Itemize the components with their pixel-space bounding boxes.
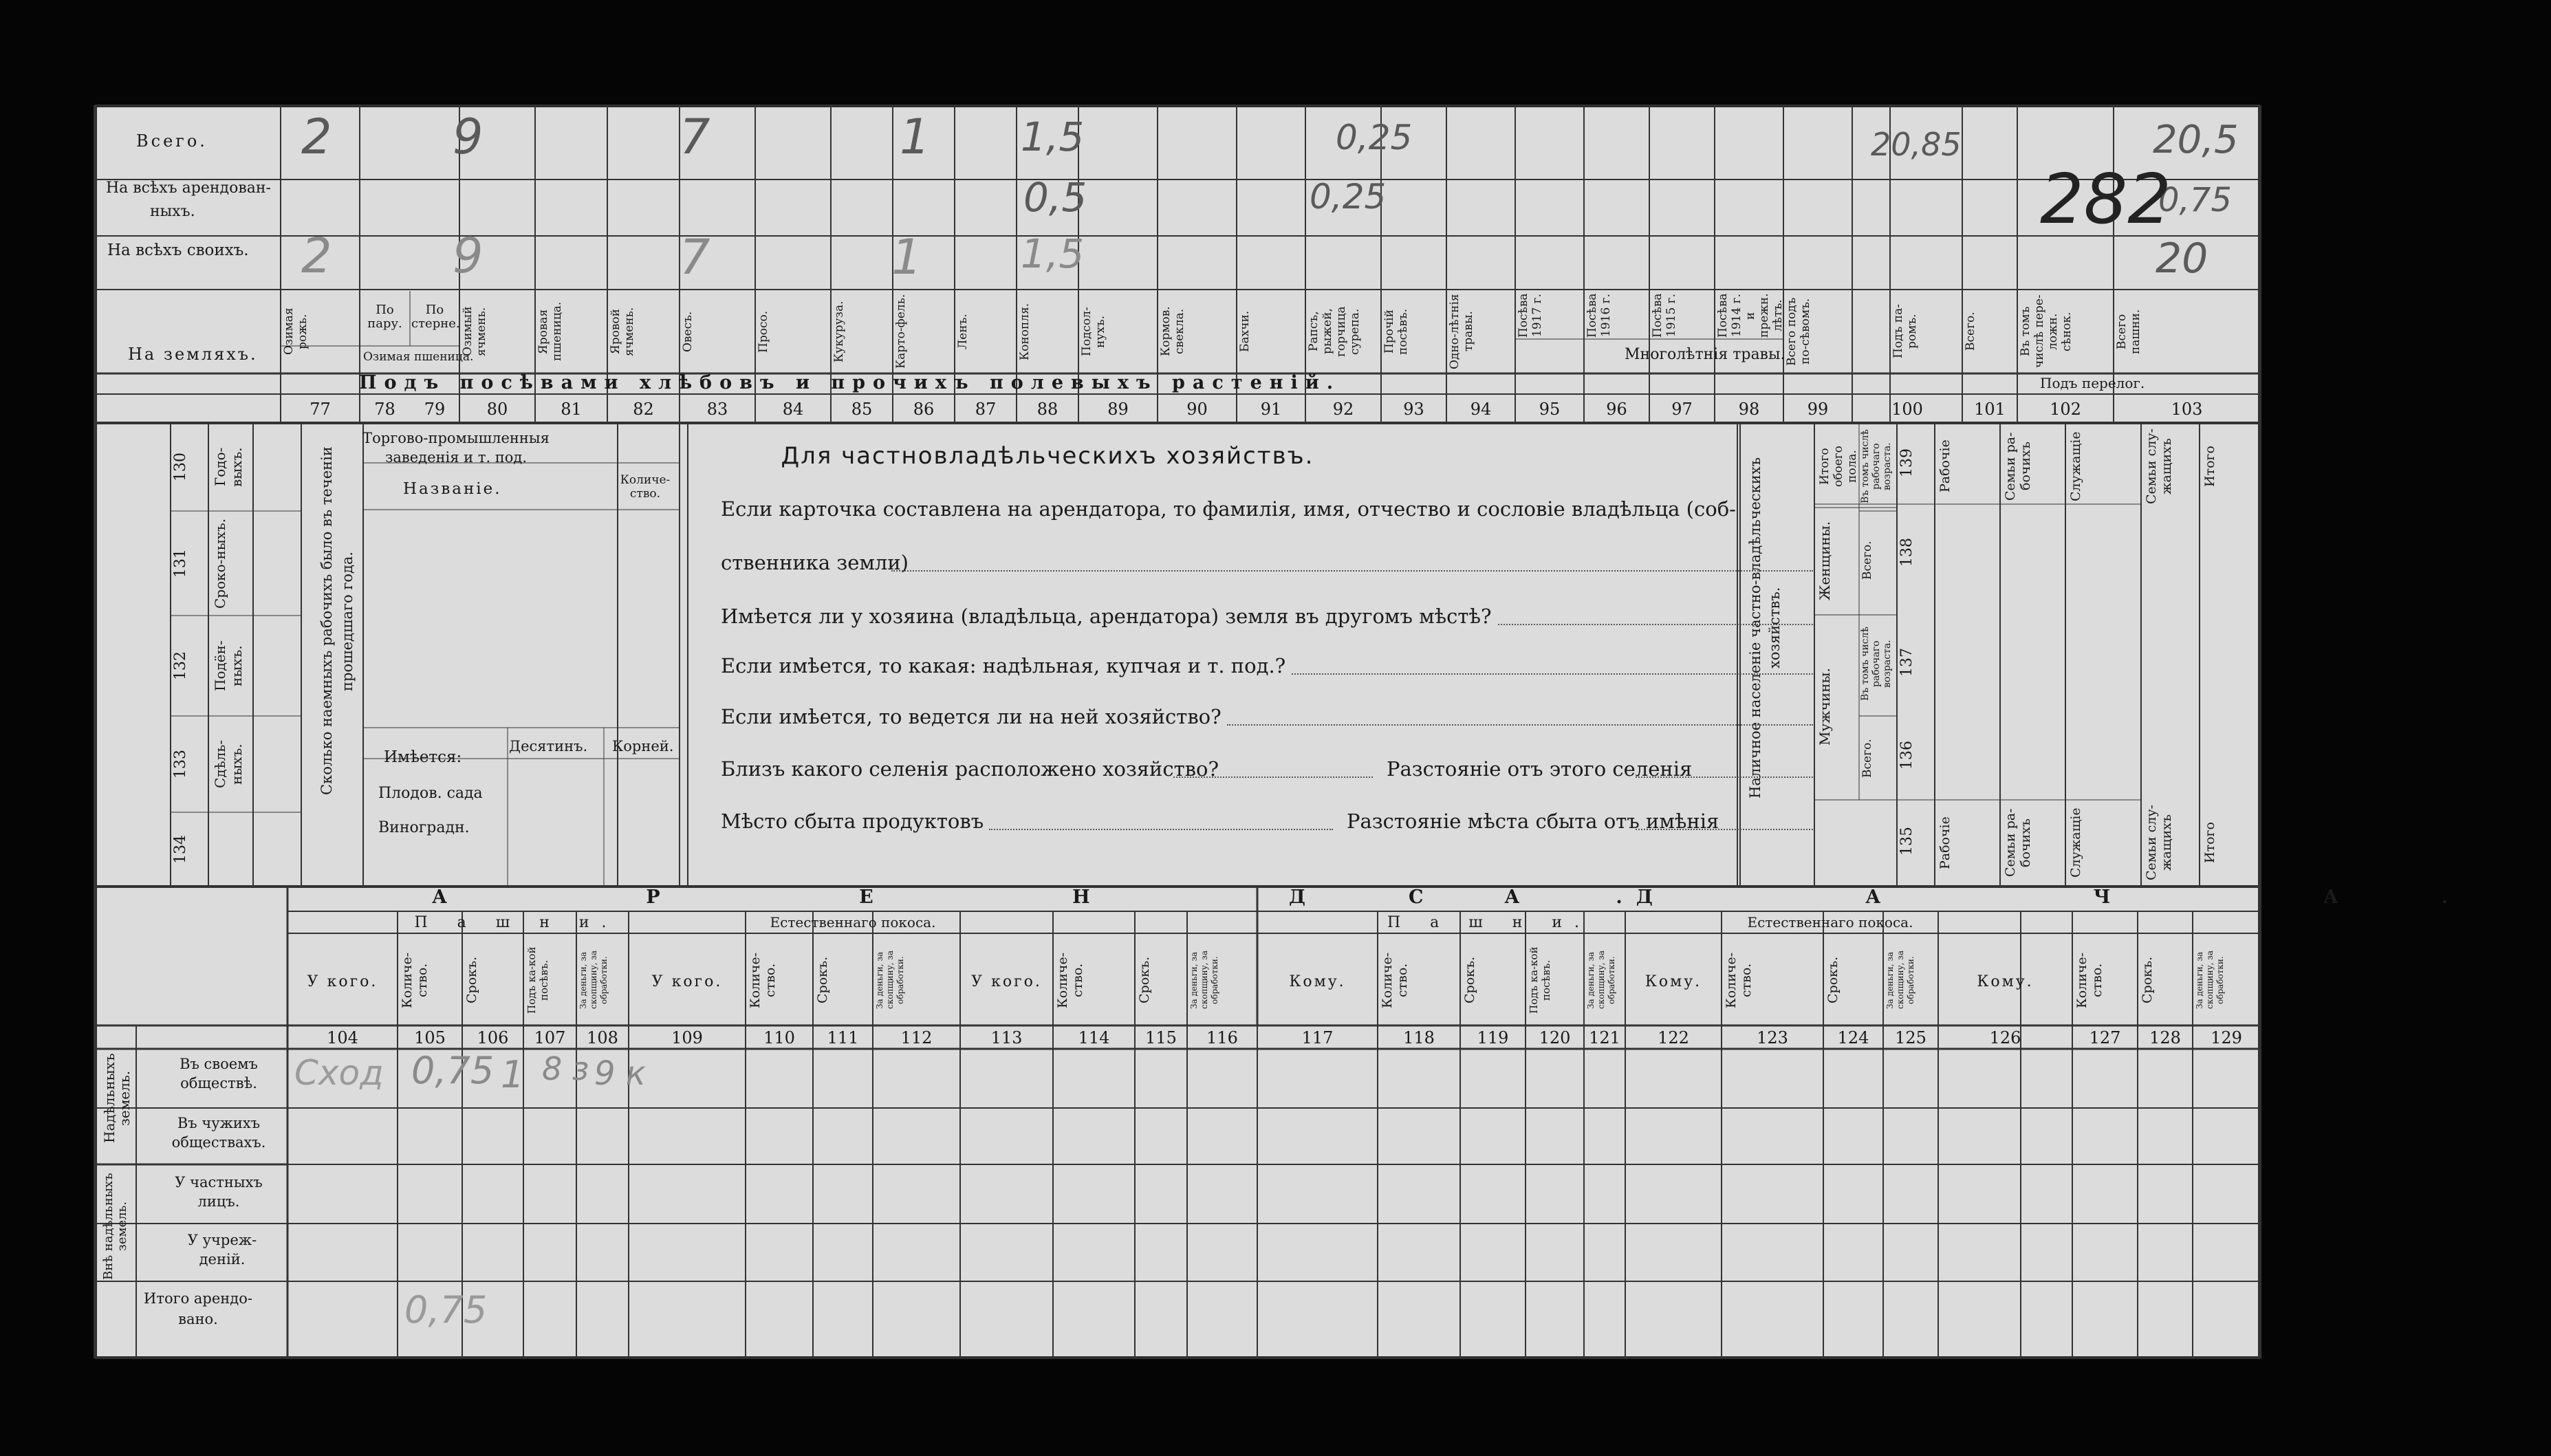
hired-number-5: 134 <box>172 835 189 864</box>
arenda-head-18: Кому. <box>1644 973 1702 990</box>
crop-header-25: Въ томъ числѣ пере-ложн. сѣнок. <box>2019 294 2074 369</box>
answer-line-owner[interactable] <box>891 570 1813 572</box>
hand-r3-yarov: 7 <box>680 229 710 285</box>
sad-label: Плодов. сада <box>378 785 483 802</box>
crop-header-8: Кукуруза. <box>832 301 846 362</box>
hand-r3-par: 9 <box>453 228 484 284</box>
crop-header-17: Одно-лѣтнія травы. <box>1448 294 1475 369</box>
column-number: 97 <box>1671 400 1693 419</box>
arenda-col-number: 110 <box>763 1028 795 1047</box>
arenda-head-16: Подъ ка-кой посѣвъ. <box>1528 946 1552 1014</box>
mnogoletnie-label: Многолѣтнія травы. <box>1625 346 1785 363</box>
arenda-col-number: 127 <box>2089 1028 2121 1047</box>
arenda-col-number: 126 <box>1989 1028 2021 1047</box>
row-group-nadel: Надѣльныхъ земель. <box>101 1053 133 1144</box>
arenda-col-number: 116 <box>1206 1028 1238 1047</box>
column-number: 78 <box>374 400 395 419</box>
arenda-head-1: Количе-ство. <box>400 952 430 1008</box>
hand-r1-vsego: 20,85 <box>1871 126 1962 163</box>
arenda-col-number: 105 <box>414 1028 446 1047</box>
pop-col-top-2: Служащіе <box>2068 431 2083 501</box>
column-number: 86 <box>913 400 935 419</box>
crop-header-22: Всего подъ по-сѣвомъ. <box>1785 297 1812 366</box>
arenda-head-6: Количе-ство. <box>748 952 778 1008</box>
enterprise-qty-col: Количе-ство. <box>620 473 671 501</box>
arenda-head-21: За деньги, за скопщину, за обработки. <box>1885 950 1915 1010</box>
question-owner: Если карточка составлена на арендатора, то фамилія, имя, отчество и сословіе владѣльца (соб- <box>721 497 1736 521</box>
hand-arenda-kolvo: 0,75 <box>411 1049 495 1092</box>
arenda-head-2: Срокъ. <box>464 956 479 1004</box>
crop-header-20: Посѣва 1915 г. <box>1651 293 1678 338</box>
hired-workers-title: Сколько наемныхъ рабочихъ было въ теченіи прошедшаго года. <box>318 446 356 796</box>
column-number: 87 <box>975 400 997 419</box>
crop-header-5: Яровой ячмень. <box>609 307 636 356</box>
row-label-arend-2: ныхъ. <box>150 203 195 220</box>
sdacha-pashni: П а ш н и. <box>1387 914 1592 931</box>
pop-rabochego-2: Въ томъ числѣ рабочаго возраста. <box>1860 627 1893 702</box>
crop-header-10: Ленъ. <box>956 314 970 349</box>
desyatin-col: Десятинъ. <box>509 738 588 754</box>
question-market-distance: Разстояніе мѣста сбыта отъ имѣнія <box>1347 810 1719 833</box>
crop-header-26: Всего пашни. <box>2115 309 2142 354</box>
private-block-title: Для частновладѣльческихъ хозяйствъ. <box>781 442 1314 470</box>
column-number: 96 <box>1606 400 1627 419</box>
question-village: Близъ какого селенія расположено хозяйство? <box>721 757 1219 781</box>
sdacha-pokos: Естественнаго покоса. <box>1747 914 1913 931</box>
arenda-col-number: 112 <box>900 1028 933 1047</box>
pop-number-1: 138 <box>1898 538 1915 567</box>
arenda-col-number: 129 <box>2211 1028 2242 1047</box>
crop-header-1: По пару. <box>367 303 402 331</box>
crop-header-6: Овесъ. <box>681 311 695 352</box>
hired-label-3: Подён-ныхъ. <box>212 640 245 691</box>
enterprise-name-col: Названіе. <box>403 480 502 498</box>
pop-col-top-1: Семьи ра-бочихъ <box>2003 432 2033 501</box>
arenda-head-11: Срокъ. <box>1137 956 1152 1004</box>
arenda-col-number: 115 <box>1145 1028 1177 1047</box>
row-chastnyh: У частныхъ лицъ. <box>175 1174 263 1210</box>
column-number: 99 <box>1807 400 1829 419</box>
arenda-head-17: За деньги, за скопщину, за обработки. <box>1586 950 1616 1010</box>
column-number: 80 <box>486 400 508 419</box>
hand-r3-ozim: 2 <box>301 228 332 284</box>
arenda-col-number: 113 <box>990 1028 1023 1047</box>
row-itogo: Итого арендо-вано. <box>144 1290 252 1327</box>
pop-col-bot-4: Итого <box>2202 822 2217 864</box>
pod-perelog-label: Подъ перелог. <box>2040 375 2145 391</box>
hand-r1-ozim: 2 <box>301 109 332 165</box>
arenda-head-8: За деньги, за скопщину, за обработки. <box>875 950 905 1010</box>
column-number: 77 <box>310 400 331 419</box>
question-land-type: Если имѣется, то какая: надѣльная, купчая и т. под.? <box>721 654 1286 677</box>
pop-number-0: 139 <box>1898 448 1915 477</box>
column-number: 89 <box>1107 400 1129 419</box>
arenda-col-number: 106 <box>477 1028 509 1047</box>
arenda-head-20: Срокъ. <box>1825 956 1841 1004</box>
hired-label-1: Годо-выхъ. <box>212 447 245 487</box>
crop-header-7: Просо. <box>757 310 770 353</box>
row-svoem: Въ своемъ обществѣ. <box>180 1056 258 1091</box>
vinograd-label: Виноградн. <box>378 819 470 836</box>
row-chuzhih: Въ чужихъ обществахъ. <box>171 1115 266 1151</box>
row-uchrezh: У учреж-деній. <box>187 1232 257 1268</box>
population-title: Наличное населеніе частно-владѣльческихъ хозяйствъ. <box>1747 457 1783 799</box>
arenda-head-13: Кому. <box>1289 973 1346 990</box>
imeetsya-label: Имѣется: <box>384 748 462 766</box>
arenda-head-15: Срокъ. <box>1462 956 1477 1004</box>
pop-col-top-4: Итого <box>2202 446 2217 487</box>
pod-posevami-heading: Подъ посѣвами хлѣбовъ и прочихъ полевыхъ растеній. <box>359 372 1341 393</box>
column-number: 98 <box>1738 400 1760 419</box>
pop-itogo-oboego: Итого обоего пола. <box>1818 446 1859 487</box>
row-label-arend-1: На всѣхъ арендован- <box>106 180 271 197</box>
column-number: 85 <box>851 400 873 419</box>
hand-itogo-kolvo: 0,75 <box>404 1288 488 1332</box>
arenda-col-number: 118 <box>1403 1028 1435 1047</box>
arenda-col-number: 117 <box>1301 1028 1334 1047</box>
hired-number-1: 130 <box>172 453 189 481</box>
row-label-vsego: Всего. <box>136 131 208 151</box>
pop-col-bot-2: Служащіе <box>2068 807 2083 878</box>
pop-col-top-0: Рабочіе <box>1937 439 1953 493</box>
arenda-col-number: 123 <box>1757 1028 1788 1047</box>
question-other-land: Имѣется ли у хозяина (владѣльца, арендатора) земля въ другомъ мѣстѣ? <box>721 605 1492 628</box>
column-number: 103 <box>2171 400 2203 419</box>
column-number: 93 <box>1403 400 1424 419</box>
crop-header-0: Озимая рожь. <box>282 307 310 356</box>
pop-col-bot-3: Семьи слу-жащихъ <box>2144 805 2174 881</box>
column-number: 94 <box>1470 400 1492 419</box>
arenda-col-number: 121 <box>1589 1028 1620 1047</box>
answer-line-land-type[interactable] <box>1292 673 1813 675</box>
arenda-head-14: Количе-ство. <box>1380 952 1410 1008</box>
column-number: 90 <box>1186 400 1208 419</box>
column-number: 83 <box>706 400 728 419</box>
crop-header-15: Рапсъ, рыжей, горчица сурепа. <box>1307 306 1362 357</box>
hired-number-2: 131 <box>172 549 189 578</box>
hand-r3-len: 1,5 <box>1021 230 1085 277</box>
arenda-head-12: За деньги, за скопщину, за обработки. <box>1189 950 1219 1010</box>
arenda-head-9: У кого. <box>971 973 1042 990</box>
arenda-col-number: 124 <box>1837 1028 1869 1047</box>
arenda-col-number: 108 <box>587 1028 618 1047</box>
answer-line-village[interactable] <box>1173 776 1373 778</box>
crop-header-3: Озимый ячмень. <box>461 306 488 357</box>
arenda-title: А Р Е Н Д А. <box>432 887 1719 908</box>
hand-r1-bahchi: 0,25 <box>1336 118 1413 157</box>
arenda-head-0: У кого. <box>307 973 378 990</box>
arenda-col-number: 128 <box>2149 1028 2181 1047</box>
arenda-pashni: П а ш н и. <box>414 914 619 931</box>
question-distance: Разстояніе отъ этого селенія <box>1387 757 1693 781</box>
column-number: 82 <box>633 400 654 419</box>
pop-zhen-vsego: Всего. <box>1860 541 1874 580</box>
crop-header-4: Яровая пшеница. <box>536 301 564 362</box>
column-number: 88 <box>1036 400 1059 419</box>
hand-r1-pashni: 20,5 <box>2153 118 2239 162</box>
arenda-head-25: За деньги, за скопщину, за обработки. <box>2195 950 2225 1010</box>
crop-header-9: Карто-фель. <box>894 294 908 369</box>
arenda-col-number: 114 <box>1078 1028 1110 1047</box>
hired-label-2: Сроко-ныхъ. <box>212 518 228 609</box>
arenda-col-number: 109 <box>671 1028 703 1047</box>
hired-label-4: Сдѣль-ныхъ. <box>212 739 245 789</box>
crop-header-21: Посѣва 1914 г. и прежн. лѣтъ. <box>1716 293 1785 338</box>
hand-r1-yarov: 7 <box>680 109 710 165</box>
row-group-vne: Внѣ надѣльныхъ земель. <box>101 1173 129 1280</box>
arenda-head-5: У кого. <box>651 973 723 990</box>
crop-header-11: Конопля. <box>1018 303 1032 360</box>
column-number: 101 <box>1974 400 2006 419</box>
crop-header-23: Подъ па-ромъ. <box>1891 304 1919 359</box>
hand-arenda-ukogo: Сход <box>294 1053 384 1093</box>
crop-header-14: Бахчи. <box>1238 310 1252 353</box>
answer-line-market[interactable] <box>989 829 1333 830</box>
column-number: 100 <box>1891 400 1923 419</box>
row-label-na-zemlyah: На земляхъ. <box>128 345 258 364</box>
kornei-col: Корней. <box>612 738 674 754</box>
column-number: 92 <box>1332 400 1354 419</box>
pop-col-bot-0: Рабочіе <box>1937 816 1953 869</box>
pop-col-bot-1: Семьи ра-бочихъ <box>2003 808 2033 878</box>
hand-r3-pashni: 20 <box>2156 235 2208 283</box>
hand-r2-pashni: 0,75 <box>2158 181 2232 219</box>
arenda-head-24: Срокъ. <box>2140 956 2155 1004</box>
arenda-head-22: Кому. <box>1977 973 2034 990</box>
pop-col-top-3: Семьи слу-жащихъ <box>2144 428 2174 504</box>
crop-header-2: По стерне. <box>411 303 460 331</box>
hand-r1-par: 9 <box>453 109 484 165</box>
census-card <box>95 105 2551 1358</box>
sdacha-title: С Д А Ч А. <box>1409 887 2551 908</box>
arenda-head-23: Количе-ство. <box>2074 952 2105 1008</box>
crop-header-24: Всего. <box>1964 312 1977 351</box>
column-number: 79 <box>424 400 446 419</box>
pop-muzh-vsego: Всего. <box>1860 739 1874 779</box>
hand-sheet-number: 282 <box>2040 159 2171 239</box>
column-number: 95 <box>1539 400 1561 419</box>
pop-number-4: 135 <box>1898 827 1915 856</box>
ozimaya-pshenitsa-label: Озимая пшеница. <box>363 350 474 364</box>
pop-number-2: 137 <box>1898 648 1915 677</box>
question-owner-cont: ственника земли) <box>721 551 909 574</box>
question-market: Мѣсто сбыта продуктовъ <box>721 810 984 833</box>
answer-line-farming[interactable] <box>1227 724 1813 726</box>
crop-header-19: Посѣва 1916 г. <box>1585 293 1613 338</box>
arenda-head-19: Количе-ство. <box>1724 952 1754 1008</box>
crop-header-13: Кормов. свекла. <box>1159 306 1186 357</box>
hand-r1-kukuruza: 1 <box>900 109 931 165</box>
hand-r1-len: 1,5 <box>1021 113 1085 160</box>
enterprise-title: Торгово-промышленныя заведенія и т. под. <box>362 430 550 466</box>
hand-arenda-srok: 1 <box>501 1053 525 1096</box>
crop-header-16: Прочій посѣвъ. <box>1382 308 1410 355</box>
hired-number-4: 133 <box>172 750 189 779</box>
crop-header-12: Подсол-нухъ. <box>1080 307 1107 356</box>
question-farming: Если имѣется, то ведется ли на ней хозяйство? <box>721 705 1222 728</box>
arenda-col-number: 125 <box>1895 1028 1926 1047</box>
arenda-col-number: 104 <box>327 1028 358 1047</box>
arenda-head-10: Количе-ство. <box>1055 952 1085 1008</box>
hired-number-3: 132 <box>172 651 189 680</box>
pop-zhenshchiny: Женщины. <box>1816 521 1833 600</box>
arenda-pokos: Естественнаго покоса. <box>770 914 936 931</box>
arenda-head-4: За деньги, за скопщину, за обработки. <box>578 950 609 1010</box>
crop-header-18: Посѣва 1917 г. <box>1517 293 1544 338</box>
hand-r2-len: 0,5 <box>1023 174 1087 221</box>
pop-muzhchiny: Мужчины. <box>1816 668 1833 746</box>
hand-arenda-dengi: 9 к <box>594 1054 646 1093</box>
row-label-svoih: На всѣхъ своихъ. <box>107 241 249 259</box>
column-number: 91 <box>1260 400 1282 419</box>
column-number: 84 <box>782 400 804 419</box>
arenda-col-number: 120 <box>1539 1028 1571 1047</box>
pop-rabochego-1: Въ томъ числѣ рабочаго возраста. <box>1860 429 1893 503</box>
arenda-head-7: Срокъ. <box>815 956 830 1004</box>
column-number: 102 <box>2050 400 2081 419</box>
hand-arenda-posev: 8 з <box>542 1050 589 1087</box>
arenda-col-number: 122 <box>1658 1028 1689 1047</box>
pop-number-3: 136 <box>1898 741 1915 770</box>
arenda-col-number: 111 <box>827 1028 859 1047</box>
column-number: 81 <box>561 400 582 419</box>
arenda-head-3: Подъ ка-кой посѣвъ. <box>525 946 550 1014</box>
arenda-col-number: 107 <box>534 1028 566 1047</box>
hand-r2-bahchi: 0,25 <box>1310 177 1387 217</box>
arenda-col-number: 119 <box>1477 1028 1509 1047</box>
answer-line-market-distance[interactable] <box>1636 829 1813 830</box>
hand-r3-kukuruza: 1 <box>891 229 922 285</box>
